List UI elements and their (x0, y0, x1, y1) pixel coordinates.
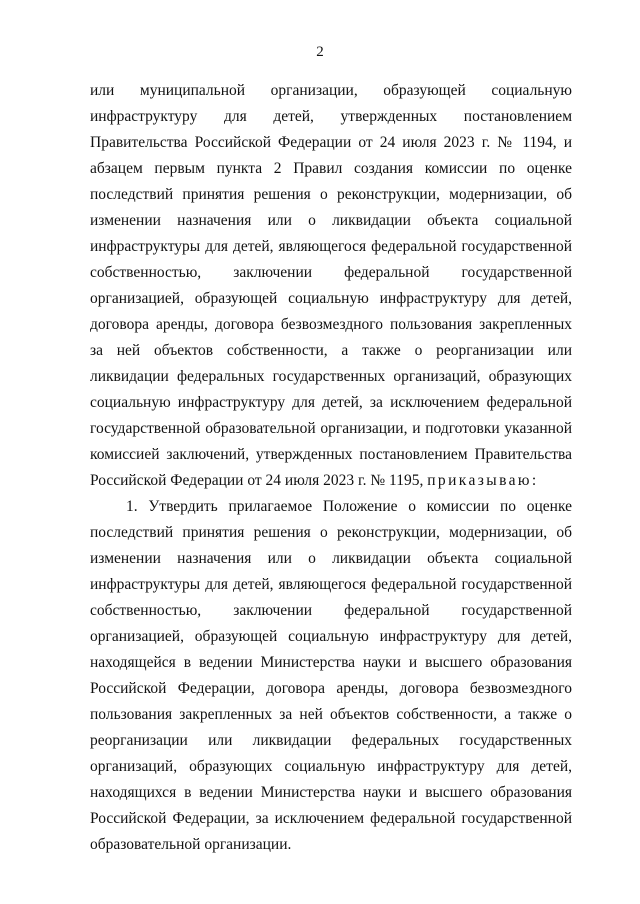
order-word: приказываю: (427, 472, 539, 489)
document-body (90, 78, 572, 858)
paragraph-item-1: 1. Утвердить прилагаемое Положение о комиссии по оценке последствий принятия решения о реконструкции, модернизации, об изменении назначения или о ликвидации объекта социальной инфраструктуры для детей, являющегося федеральной государственной собственностью, заключении федеральной государственной организацией, образующей социальную инфраструктуру для детей, находящейся в ведении Министерства науки и высшего образования Российской Федерации, договора аренды, договора безвозмездного пользования закрепленных за ней объектов собственности, а также о реорганизации или ликвидации федеральных государственных организаций, образующих социальную инфраструктуру для детей, находящихся в ведении Министерства науки и высшего образования Российской Федерации, за исключением федеральной государственной образовательной организации. (90, 498, 572, 853)
paragraph-preamble (90, 78, 572, 494)
page-number: 2 (316, 44, 324, 60)
preamble-text: или муниципальной организации, образующей социальную инфраструктуру для детей, утвержденных постановлением Правительства Российской Федерации от 24 июля 2023 г. № 1194, и абзацем первым пункта 2 Правил создания комиссии по оценке последствий принятия решения о реконструкции, модернизации, об изменении назначения или о ликвидации объекта социальной инфраструктуры для детей, являющегося федеральной государственной собственностью, заключении федеральной государственной организацией, образующей социальную инфраструктуру для детей, договора аренды, договора безвозмездного пользования закрепленных за ней объектов собственности, а также о реорганизации или ликвидации федеральных государственных организаций, образующих социальную инфраструктуру для детей, за исключением федеральной государственной образовательной организации, и подготовки указанной комиссией заключений, утвержденных постановлением Правительства Российской Федерации от 24 июля 2023 г. № 1195, (90, 82, 572, 489)
